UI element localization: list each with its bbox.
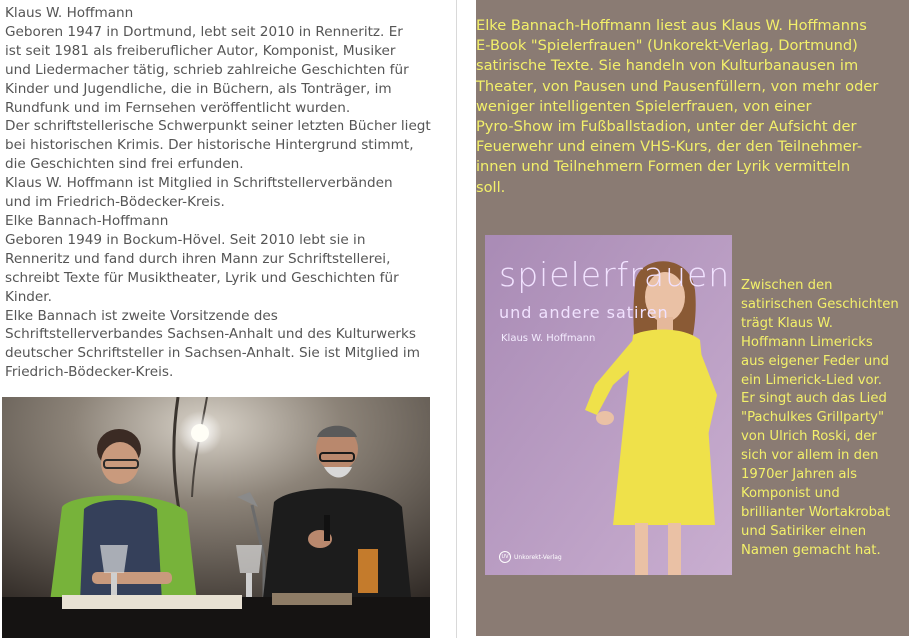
bio-line: Elke Bannach-Hoffmann xyxy=(5,212,169,229)
column-divider xyxy=(456,0,457,638)
bio-line: Klaus W. Hoffmann xyxy=(5,5,134,21)
intro-line: Feuerwehr und einem VHS-Kurs, der den Teilnehmer- xyxy=(476,138,863,156)
side-line: sich vor allem in den xyxy=(741,448,879,464)
bio-line: Geboren 1949 in Bockum-Hövel. Seit 2010 lebt sie in xyxy=(5,231,366,248)
bio-line: Kinder und Jugendliche, die in Büchern, als Tonträger, im xyxy=(5,80,392,97)
side-line: Komponist und xyxy=(741,485,840,501)
cover-title: spielerfrauen xyxy=(499,255,731,294)
bio-line: deutscher Schriftsteller in Sachsen-Anhalt. Sie ist Mitglied im xyxy=(5,345,420,362)
bio-line: Der schriftstellerische Schwerpunkt seiner letzten Bücher liegt xyxy=(5,118,431,135)
bio-line: Friedrich-Bödecker-Kreis. xyxy=(5,364,174,381)
right-panel xyxy=(476,0,909,636)
publisher-name: Unkorekt-Verlag xyxy=(514,553,562,561)
intro-line: soll. xyxy=(476,178,506,196)
side-line: trägt Klaus W. xyxy=(741,315,833,331)
limerick-text xyxy=(741,277,911,561)
bio-line: und Liedermacher tätig, schrieb zahlreiche Geschichten für xyxy=(5,61,409,78)
left-column xyxy=(0,0,456,638)
side-line: ein Limerick-Lied vor. xyxy=(741,372,882,388)
bio-line: Klaus W. Hoffmann ist Mitglied in Schriftstellerverbänden xyxy=(5,175,393,192)
side-line: 1970er Jahren als xyxy=(741,467,858,483)
intro-line: satirische Texte. Sie handeln von Kulturbanausen im xyxy=(476,57,859,75)
bio-line: Geboren 1947 in Dortmund, lebt seit 2010 in Renneritz. Er xyxy=(5,23,403,40)
side-line: "Pachulkes Grillparty" xyxy=(741,410,885,426)
side-line: und Satiriker einen xyxy=(741,523,867,539)
intro-line: E-Book "Spielerfrauen" (Unkorekt-Verlag, Dortmund) xyxy=(476,37,858,55)
publisher-logo xyxy=(499,551,562,563)
reading-photo xyxy=(2,397,430,638)
intro-line: Theater, von Pausen und Pausenfüllern, von mehr oder xyxy=(476,77,879,95)
reading-intro xyxy=(476,16,906,198)
author-bio xyxy=(5,4,445,382)
bio-line: und im Friedrich-Bödecker-Kreis. xyxy=(5,194,225,211)
bio-line: Renneritz und fand durch ihren Mann zur Schriftstellerei, xyxy=(5,250,391,267)
side-line: Namen gemacht hat. xyxy=(741,542,881,558)
bio-line: bei historischen Krimis. Der historische Hintergrund stimmt, xyxy=(5,137,414,154)
publisher-badge-icon: UV xyxy=(499,551,511,563)
intro-line: Elke Bannach-Hoffmann liest aus Klaus W. Hoffmanns xyxy=(476,17,867,34)
bio-line: Rundfunk und im Fernsehen veröffentlicht wurden. xyxy=(5,99,351,116)
side-line: aus eigener Feder und xyxy=(741,353,890,369)
side-line: von Ulrich Roski, der xyxy=(741,429,877,445)
side-line: Zwischen den xyxy=(741,278,833,293)
intro-line: Pyro-Show im Fußballstadion, unter der Aufsicht der xyxy=(476,118,857,136)
bio-line: Elke Bannach ist zweite Vorsitzende des xyxy=(5,307,278,324)
intro-line: weniger intelligenten Spielerfrauen, von einer xyxy=(476,97,812,115)
bio-line: die Geschichten sind frei erfunden. xyxy=(5,156,244,173)
side-line: Er singt auch das Lied xyxy=(741,391,887,407)
cover-author: Klaus W. Hoffmann xyxy=(501,333,596,344)
bio-line: Schriftstellerverbandes Sachsen-Anhalt und des Kulturwerks xyxy=(5,326,416,343)
bio-line: ist seit 1981 als freiberuflicher Autor, Komponist, Musiker xyxy=(5,42,396,59)
book-cover xyxy=(485,235,732,575)
side-line: Hoffmann Limericks xyxy=(741,334,873,350)
reading-photo-illustration xyxy=(2,397,430,638)
bio-line: schreibt Texte für Musiktheater, Lyrik und Geschichten für xyxy=(5,269,399,286)
side-line: brillianter Wortakrobat xyxy=(741,504,891,520)
intro-line: innen und Teilnehmern Formen der Lyrik vermitteln xyxy=(476,158,851,176)
side-line: satirischen Geschichten xyxy=(741,296,899,312)
bio-line: Kinder. xyxy=(5,288,52,305)
cover-subtitle: und andere satiren xyxy=(499,303,669,322)
